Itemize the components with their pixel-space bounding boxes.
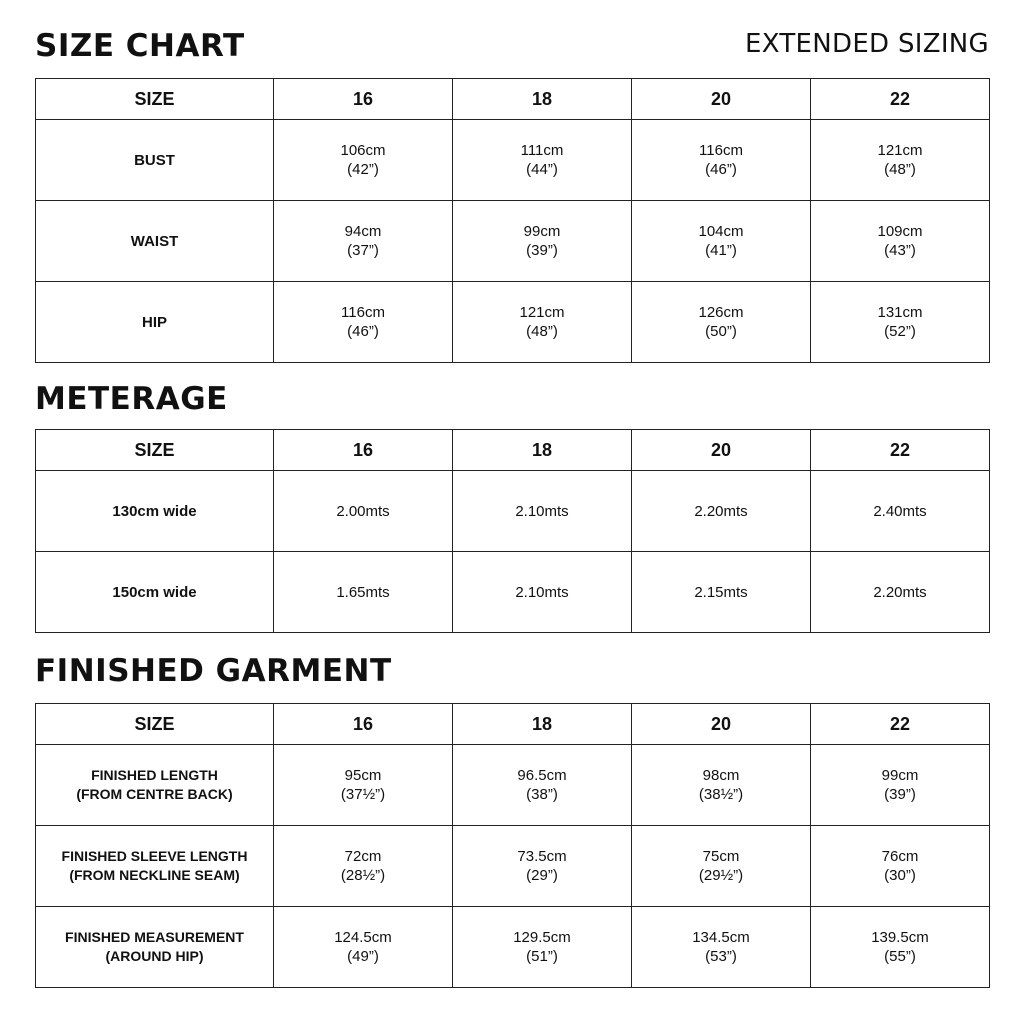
size-chart-table bbox=[35, 78, 990, 363]
cell-inch: (37”) bbox=[347, 242, 379, 259]
table-row bbox=[36, 201, 990, 282]
cell-cm: 134.5cm bbox=[692, 929, 750, 946]
table-cell bbox=[632, 120, 811, 201]
table-cell: 2.40mts bbox=[811, 471, 990, 552]
cell-inch: (29”) bbox=[526, 867, 558, 884]
row-label-finished-sleeve-length bbox=[36, 826, 274, 907]
cell-cm: 98cm bbox=[702, 767, 740, 784]
table-cell bbox=[632, 201, 811, 282]
table-cell bbox=[811, 282, 990, 363]
header-cell: 18 bbox=[453, 79, 632, 120]
extended-sizing-label: EXTENDED SIZING bbox=[744, 29, 989, 59]
cell-inch: (42”) bbox=[347, 161, 379, 178]
table-cell bbox=[632, 907, 811, 988]
cell-inch: (53”) bbox=[705, 948, 737, 965]
cell-cm: 106cm bbox=[340, 142, 386, 159]
cell-inch: (38½”) bbox=[698, 786, 744, 803]
cell-cm: 73.5cm bbox=[517, 848, 567, 865]
finished-garment-title: FINISHED GARMENT bbox=[35, 653, 392, 689]
table-cell bbox=[811, 907, 990, 988]
table-cell bbox=[453, 282, 632, 363]
header-cell: 20 bbox=[632, 79, 811, 120]
table-cell: 2.15mts bbox=[632, 552, 811, 633]
cell-cm: 109cm bbox=[877, 223, 923, 240]
row-label-finished-measurement bbox=[36, 907, 274, 988]
header-cell: 18 bbox=[453, 430, 632, 471]
header-cell: 16 bbox=[274, 430, 453, 471]
row-label-line: FINISHED LENGTH bbox=[91, 767, 218, 783]
cell-inch: (43”) bbox=[884, 242, 916, 259]
cell-inch: (41”) bbox=[705, 242, 737, 259]
cell-inch: (48”) bbox=[884, 161, 916, 178]
row-label-130cm: 130cm wide bbox=[36, 471, 274, 552]
table-header-row bbox=[36, 79, 990, 120]
row-label-bust: BUST bbox=[36, 120, 274, 201]
cell-inch: (49”) bbox=[347, 948, 379, 965]
cell-cm: 131cm bbox=[877, 304, 923, 321]
cell-cm: 99cm bbox=[523, 223, 561, 240]
table-cell bbox=[811, 201, 990, 282]
table-cell bbox=[453, 120, 632, 201]
table-row bbox=[36, 282, 990, 363]
table-header-row bbox=[36, 430, 990, 471]
table-row bbox=[36, 826, 990, 907]
table-cell bbox=[632, 745, 811, 826]
table-cell: 2.20mts bbox=[632, 471, 811, 552]
header-cell: 20 bbox=[632, 430, 811, 471]
cell-cm: 116cm bbox=[699, 142, 743, 159]
cell-cm: 111cm bbox=[520, 142, 564, 159]
row-label-line: FINISHED SLEEVE LENGTH bbox=[61, 848, 248, 864]
row-label-150cm: 150cm wide bbox=[36, 552, 274, 633]
cell-cm: 96.5cm bbox=[517, 767, 567, 784]
table-row bbox=[36, 471, 990, 552]
header-cell: 18 bbox=[453, 704, 632, 745]
cell-cm: 94cm bbox=[344, 223, 382, 240]
table-cell bbox=[274, 120, 453, 201]
table-cell: 2.10mts bbox=[453, 471, 632, 552]
cell-inch: (38”) bbox=[526, 786, 558, 803]
table-cell: 2.20mts bbox=[811, 552, 990, 633]
header-cell: 22 bbox=[811, 430, 990, 471]
meterage-title: METERAGE bbox=[35, 381, 228, 417]
cell-inch: (28½”) bbox=[340, 867, 386, 884]
cell-cm: 72cm bbox=[344, 848, 382, 865]
cell-cm: 121cm bbox=[877, 142, 923, 159]
meterage-table bbox=[35, 429, 990, 633]
table-cell bbox=[274, 201, 453, 282]
table-cell bbox=[632, 282, 811, 363]
table-cell bbox=[811, 120, 990, 201]
header-cell: 16 bbox=[274, 704, 453, 745]
row-label-waist: WAIST bbox=[36, 201, 274, 282]
cell-inch: (30”) bbox=[884, 867, 916, 884]
table-row bbox=[36, 552, 990, 633]
cell-inch: (46”) bbox=[705, 161, 737, 178]
cell-cm: 124.5cm bbox=[334, 929, 392, 946]
cell-inch: (48”) bbox=[526, 323, 558, 340]
cell-inch: (37½”) bbox=[340, 786, 386, 803]
cell-inch: (39”) bbox=[526, 242, 558, 259]
cell-inch: (55”) bbox=[884, 948, 916, 965]
table-row bbox=[36, 745, 990, 826]
cell-inch: (44”) bbox=[526, 161, 558, 178]
header-cell: SIZE bbox=[36, 704, 274, 745]
cell-cm: 121cm bbox=[519, 304, 565, 321]
row-label-line: (FROM CENTRE BACK) bbox=[76, 786, 233, 802]
header-cell: SIZE bbox=[36, 79, 274, 120]
table-cell bbox=[274, 826, 453, 907]
table-row bbox=[36, 907, 990, 988]
row-label-line: (AROUND HIP) bbox=[105, 948, 204, 964]
cell-inch: (52”) bbox=[884, 323, 916, 340]
cell-cm: 129.5cm bbox=[513, 929, 571, 946]
table-cell: 2.10mts bbox=[453, 552, 632, 633]
cell-inch: (50”) bbox=[705, 323, 737, 340]
table-cell bbox=[453, 201, 632, 282]
cell-inch: (46”) bbox=[347, 323, 379, 340]
row-label-line: (FROM NECKLINE SEAM) bbox=[69, 867, 240, 883]
table-cell: 2.00mts bbox=[274, 471, 453, 552]
table-cell: 1.65mts bbox=[274, 552, 453, 633]
cell-inch: (39”) bbox=[884, 786, 916, 803]
cell-inch: (29½”) bbox=[698, 867, 744, 884]
table-row bbox=[36, 120, 990, 201]
table-cell bbox=[811, 745, 990, 826]
table-cell bbox=[274, 745, 453, 826]
size-chart-title: SIZE CHART bbox=[35, 28, 245, 64]
cell-cm: 126cm bbox=[698, 304, 744, 321]
header-cell: 22 bbox=[811, 79, 990, 120]
cell-cm: 76cm bbox=[881, 848, 919, 865]
table-cell bbox=[453, 826, 632, 907]
table-cell bbox=[274, 282, 453, 363]
header-cell: 16 bbox=[274, 79, 453, 120]
table-cell bbox=[632, 826, 811, 907]
table-cell bbox=[811, 826, 990, 907]
cell-inch: (51”) bbox=[526, 948, 558, 965]
cell-cm: 95cm bbox=[344, 767, 382, 784]
header-cell: 22 bbox=[811, 704, 990, 745]
cell-cm: 99cm bbox=[881, 767, 919, 784]
cell-cm: 116cm bbox=[341, 304, 385, 321]
row-label-line: FINISHED MEASUREMENT bbox=[65, 929, 244, 945]
table-cell bbox=[453, 745, 632, 826]
cell-cm: 75cm bbox=[702, 848, 740, 865]
row-label-hip: HIP bbox=[36, 282, 274, 363]
header-cell: SIZE bbox=[36, 430, 274, 471]
cell-cm: 104cm bbox=[698, 223, 744, 240]
header-cell: 20 bbox=[632, 704, 811, 745]
table-cell bbox=[274, 907, 453, 988]
cell-cm: 139.5cm bbox=[871, 929, 929, 946]
table-cell bbox=[453, 907, 632, 988]
table-header-row bbox=[36, 704, 990, 745]
row-label-finished-length bbox=[36, 745, 274, 826]
finished-garment-table bbox=[35, 703, 990, 988]
